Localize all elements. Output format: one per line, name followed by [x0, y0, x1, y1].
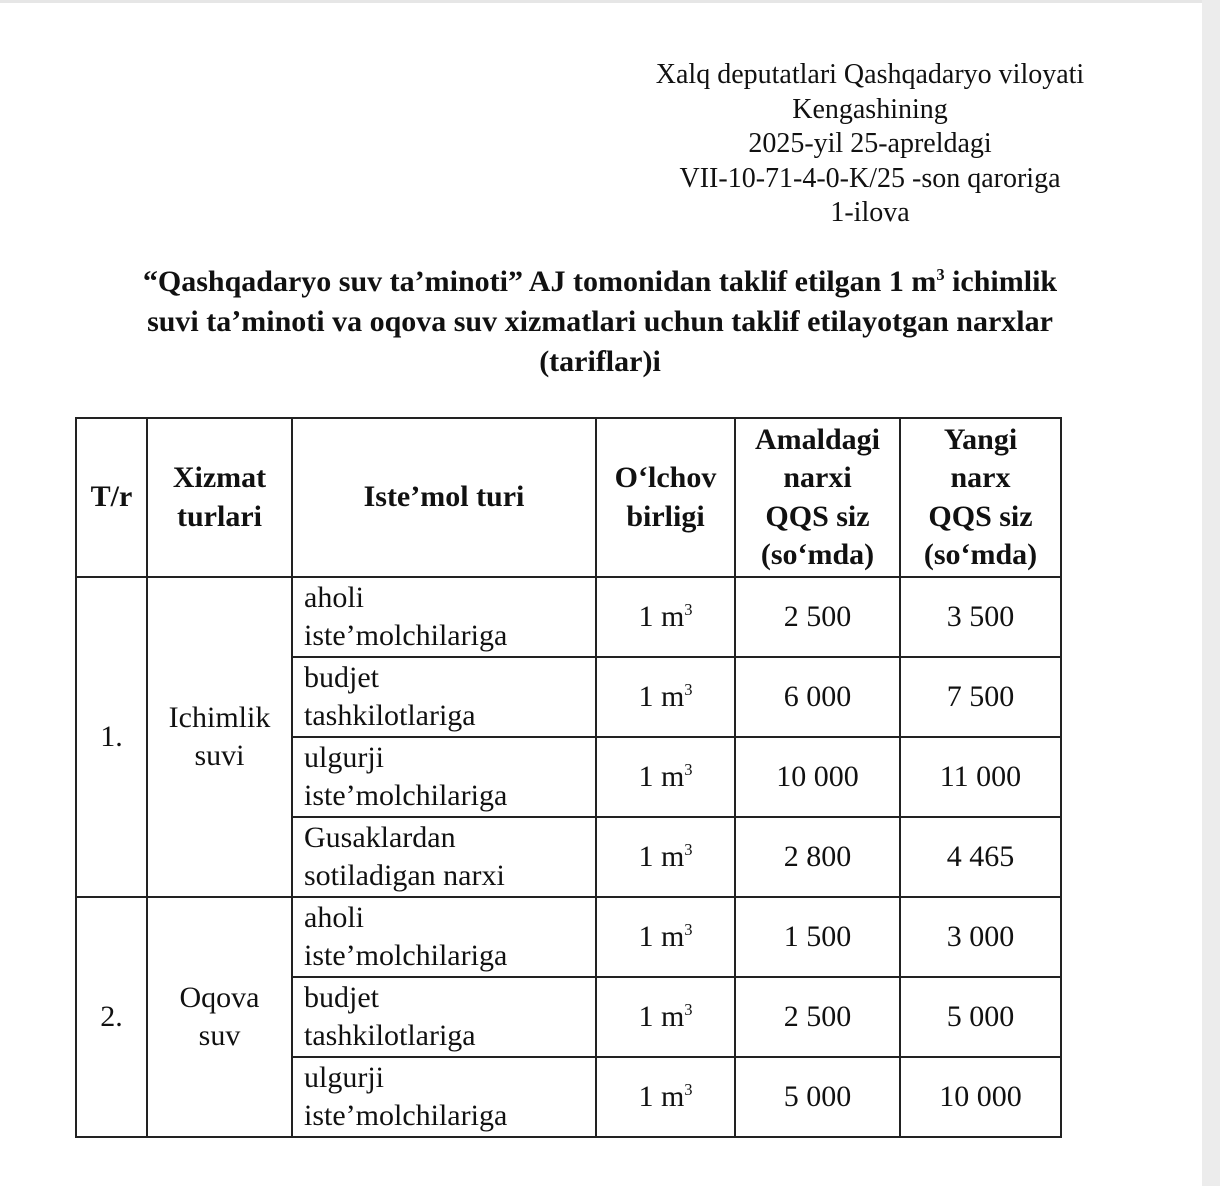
title-line-1: [60, 262, 1140, 302]
cell-line: iste’molchilariga: [304, 619, 508, 652]
column-header: [596, 418, 735, 577]
cell-line: iste’molchilariga: [304, 1099, 508, 1132]
consumption-type-cell: [292, 897, 596, 977]
header-line: 2025-yil 25-apreldagi: [748, 128, 992, 159]
current-price-cell: 2 500: [735, 977, 900, 1057]
table-header-row: [76, 418, 1061, 577]
unit-cell: [596, 1057, 735, 1137]
table-body: [76, 577, 1061, 1137]
consumption-type-cell: [292, 1057, 596, 1137]
new-price-cell: 10 000: [900, 1057, 1061, 1137]
cell-line: aholi: [304, 900, 364, 934]
unit-text: 1 m: [638, 840, 685, 873]
cell-line: narxi: [783, 461, 852, 494]
new-price-cell: 7 500: [900, 657, 1061, 737]
cell-line: iste’molchilariga: [304, 779, 508, 812]
consumption-type-cell: [292, 657, 596, 737]
cell-line: sotiladigan narxi: [304, 859, 505, 892]
cell-line: birligi: [626, 499, 705, 533]
cell-line: Xizmat: [172, 461, 267, 494]
tariff-table: [75, 417, 1062, 1138]
unit-text: 1 m: [638, 920, 685, 953]
cell-line: Yangi: [943, 422, 1018, 456]
cell-line: budjet: [304, 660, 379, 694]
header-line: VII-10-71-4-0-K/25 -son qaroriga: [679, 162, 1061, 194]
page-top-edge: [0, 0, 1202, 3]
unit-superscript: 3: [684, 600, 693, 619]
table-row: [76, 577, 1061, 657]
new-price-cell: 4 465: [900, 817, 1061, 897]
current-price-cell: 10 000: [735, 737, 900, 817]
unit-superscript: 3: [684, 920, 693, 939]
scrollbar-track[interactable]: [1202, 0, 1220, 1186]
cell-line: Ichimlik: [168, 700, 271, 734]
title-text: ichimlik: [944, 265, 1058, 298]
header-line: Xalq deputatlari Qashqadaryo viloyati: [655, 59, 1085, 90]
cell-line: tashkilotlariga: [304, 1019, 476, 1052]
cell-line: Oqova: [179, 980, 260, 1014]
cell-line: O‘lchov: [614, 461, 717, 494]
column-header: [292, 418, 596, 577]
cell-line: (so‘mda): [760, 538, 875, 571]
current-price-cell: 2 500: [735, 577, 900, 657]
table-row: [76, 897, 1061, 977]
unit-text: 1 m: [638, 1080, 685, 1113]
resolution-reference: [620, 58, 1120, 231]
row-number-cell: 1.: [76, 577, 147, 897]
cell-line: budjet: [304, 980, 379, 1014]
header-line: 1-ilova: [830, 197, 910, 228]
current-price-cell: 5 000: [735, 1057, 900, 1137]
unit-cell: [596, 977, 735, 1057]
unit-superscript: 3: [684, 680, 693, 699]
unit-cell: [596, 817, 735, 897]
new-price-cell: 5 000: [900, 977, 1061, 1057]
cell-line: ulgurji: [304, 740, 384, 774]
cell-line: Iste’mol turi: [363, 480, 525, 514]
title-line-2: suvi taʼminoti va oqova suv xizmatlari uchun taklif etilayotgan narxlar: [147, 305, 1053, 338]
consumption-type-cell: [292, 817, 596, 897]
service-type-cell: [147, 897, 292, 1137]
document-title: [60, 262, 1140, 382]
new-price-cell: 3 500: [900, 577, 1061, 657]
cell-line: ulgurji: [304, 1060, 384, 1094]
consumption-type-cell: [292, 737, 596, 817]
new-price-cell: 11 000: [900, 737, 1061, 817]
cell-line: QQS siz: [928, 499, 1033, 533]
cell-line: Amaldagi: [754, 422, 880, 456]
current-price-cell: 1 500: [735, 897, 900, 977]
cell-line: QQS siz: [765, 499, 870, 533]
unit-cell: [596, 657, 735, 737]
cell-line: suvi: [194, 739, 245, 772]
cell-line: narx: [950, 461, 1011, 494]
unit-cell: [596, 577, 735, 657]
current-price-cell: 2 800: [735, 817, 900, 897]
cell-line: (so‘mda): [923, 538, 1038, 571]
service-type-cell: [147, 577, 292, 897]
title-superscript: 3: [936, 265, 945, 284]
cell-line: aholi: [304, 580, 364, 614]
title-line-3: (tariflar)i: [539, 345, 661, 378]
column-header: [147, 418, 292, 577]
current-price-cell: 6 000: [735, 657, 900, 737]
unit-text: 1 m: [638, 1000, 685, 1033]
cell-line: suv: [198, 1019, 241, 1052]
consumption-type-cell: [292, 577, 596, 657]
unit-text: 1 m: [638, 600, 685, 633]
column-header: [76, 418, 147, 577]
title-text: “Qashqadaryo suv ta’minoti” AJ tomonidan taklif etilgan 1 m: [142, 265, 937, 298]
column-header: [735, 418, 900, 577]
row-number-cell: 2.: [76, 897, 147, 1137]
cell-line: tashkilotlariga: [304, 699, 476, 732]
unit-superscript: 3: [684, 1000, 693, 1019]
unit-superscript: 3: [684, 760, 693, 779]
new-price-cell: 3 000: [900, 897, 1061, 977]
unit-superscript: 3: [684, 840, 693, 859]
column-header: [900, 418, 1061, 577]
cell-line: turlari: [177, 499, 262, 533]
unit-cell: [596, 897, 735, 977]
cell-line: iste’molchilariga: [304, 939, 508, 972]
header-line: Kengashining: [792, 93, 948, 125]
cell-line: Gusaklardan: [304, 820, 456, 854]
unit-superscript: 3: [684, 1080, 693, 1099]
consumption-type-cell: [292, 977, 596, 1057]
cell-line: T/r: [90, 480, 133, 514]
unit-text: 1 m: [638, 760, 685, 793]
unit-text: 1 m: [638, 680, 685, 713]
unit-cell: [596, 737, 735, 817]
